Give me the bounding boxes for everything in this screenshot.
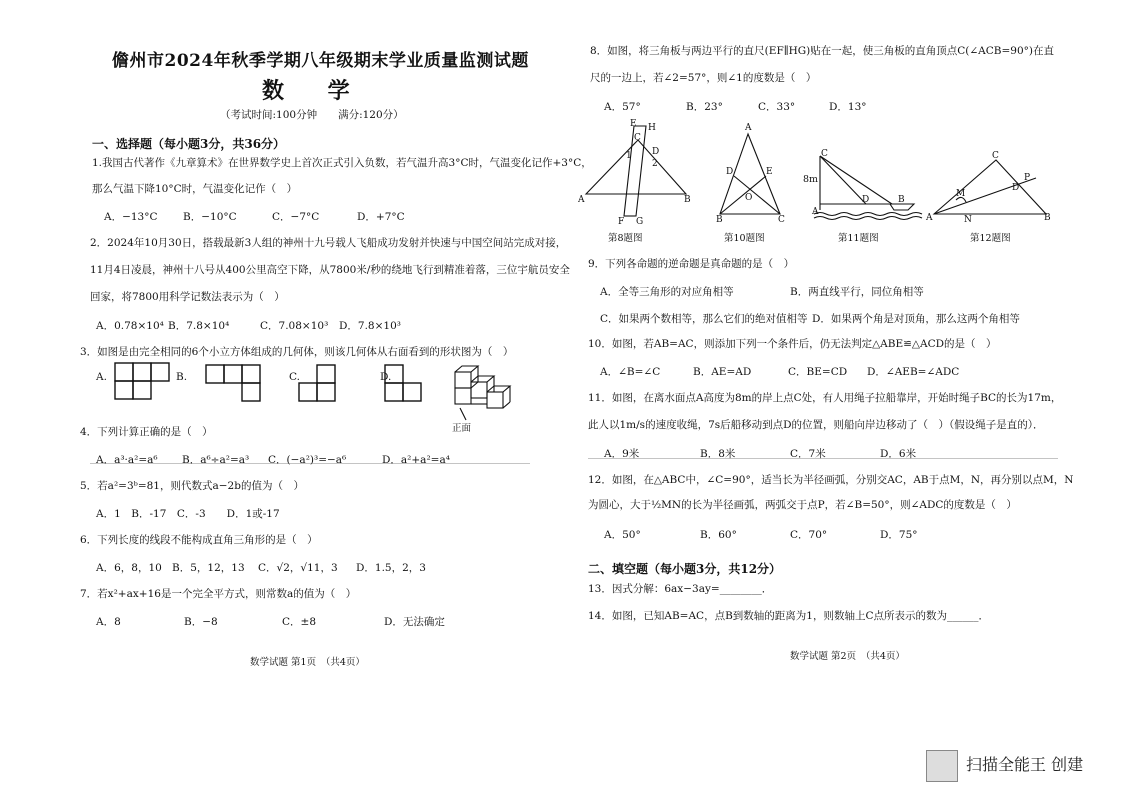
q14-stem: 14．如图，已知AB=AC，点B到数轴的距离为1，则数轴上C点所表示的数为______． xyxy=(588,610,990,622)
q12-option-a: A．50° xyxy=(604,529,641,541)
q10-option-b: B．AE=AD xyxy=(693,366,752,378)
q4-option-a: A．a³·a²=a⁶ xyxy=(96,454,158,466)
svg-text:E: E xyxy=(766,167,773,177)
q9-option-b: B．两直线平行，同位角相等 xyxy=(790,286,924,298)
q2-stem-line2: 11月4日凌晨，神州十八号从400公里高空下降，从7800米/秒的绕地飞行到精准着落，三位宇航员安全 xyxy=(90,264,570,276)
figures-row xyxy=(578,118,1058,226)
q3-front-label: 正面 xyxy=(452,423,472,434)
svg-text:A: A xyxy=(812,207,819,217)
q7-option-c: C．±8 xyxy=(282,616,317,628)
svg-text:C: C xyxy=(634,133,641,143)
q7-option-b: B．−8 xyxy=(184,616,218,628)
q4-option-c: C．(−a²)³=−a⁶ xyxy=(268,454,347,466)
svg-text:B: B xyxy=(684,195,691,205)
q3-option-d-shape xyxy=(385,365,421,401)
q2-option-d: D．7.8×10³ xyxy=(339,320,401,332)
fig12-caption: 第12题图 xyxy=(970,233,1011,244)
svg-text:M: M xyxy=(956,189,966,199)
q9-stem: 9．下列各命题的逆命题是真命题的是（ ） xyxy=(588,258,795,270)
svg-text:C: C xyxy=(821,149,828,159)
q3-label-a: A. xyxy=(96,371,107,383)
svg-text:B: B xyxy=(716,215,723,225)
q3-label-d: D. xyxy=(380,371,392,383)
exam-info: （考试时间:100分钟 满分:120分） xyxy=(220,109,404,121)
q11-option-c: C．7米 xyxy=(790,448,826,460)
q6-option-d: D．1.5，2，3 xyxy=(356,562,426,574)
fig8-ruler-triangle xyxy=(578,119,691,226)
q12-option-b: B．60° xyxy=(700,529,737,541)
q7-option-a: A．8 xyxy=(96,616,121,628)
q3-option-b-shape xyxy=(206,365,260,401)
q10-option-a: A．∠B=∠C xyxy=(600,366,661,378)
exam-title: 儋州市2024年秋季学期八年级期末学业质量监测试题 xyxy=(112,51,529,71)
svg-text:D: D xyxy=(1012,183,1020,193)
q8-option-b: B．23° xyxy=(686,101,723,113)
q9-option-c: C．如果两个数相等，那么它们的绝对值相等 xyxy=(600,313,808,325)
q13-stem: 13．因式分解：6ax−3ay=________． xyxy=(588,583,773,595)
svg-text:C: C xyxy=(778,215,785,225)
svg-text:F: F xyxy=(618,217,625,226)
q10-stem: 10．如图，若AB=AC，则添加下列一个条件后，仍无法判定△ABE≌△ACD的是（ ） xyxy=(588,338,997,350)
q3-solid-figure xyxy=(455,366,510,420)
q1-stem-line2: 那么气温下降10°C时，气温变化记作（ ） xyxy=(92,183,298,195)
fig11-boat-rope xyxy=(811,149,922,220)
q11-option-a: A．9米 xyxy=(604,448,640,460)
svg-text:A: A xyxy=(578,195,585,205)
svg-text:O: O xyxy=(745,193,753,203)
q10-option-c: C．BE=CD xyxy=(788,366,848,378)
q1-option-c: C．−7°C xyxy=(272,211,320,223)
watermark-text: 扫描全能王 创建 xyxy=(966,755,1084,774)
q1-option-b: B．−10°C xyxy=(183,211,237,223)
page2-footer: 数学试题 第2页 （共4页） xyxy=(790,651,905,662)
qr-logo xyxy=(926,750,958,782)
svg-text:A: A xyxy=(745,123,752,133)
svg-text:1: 1 xyxy=(626,151,632,161)
svg-text:B: B xyxy=(1044,213,1051,223)
svg-text:H: H xyxy=(648,123,656,133)
section-choice-heading: 一、选择题（每小题3分，共36分） xyxy=(92,137,286,151)
svg-text:C: C xyxy=(992,151,999,161)
q8-stem-line1: 8．如图，将三角板与两边平行的直尺(EF∥HG)贴在一起，使三角板的直角顶点C(∠ACB=90°)在直 xyxy=(590,45,1054,57)
q12-option-c: C．70° xyxy=(790,529,828,541)
q8-option-c: C．33° xyxy=(758,101,796,113)
q9-option-a: A．全等三角形的对应角相等 xyxy=(600,286,734,298)
q12-option-d: D．75° xyxy=(880,529,918,541)
q11-option-b: B．8米 xyxy=(700,448,736,460)
svg-text:B: B xyxy=(898,195,905,205)
page1-footer: 数学试题 第1页 （共4页） xyxy=(250,657,365,668)
q2-option-c: C．7.08×10³ xyxy=(260,320,329,332)
q7-stem: 7．若x²+ax+16是一个完全平方式，则常数a的值为（ ） xyxy=(80,588,357,600)
q4-option-d: D．a²+a²=a⁴ xyxy=(382,454,450,466)
q3-label-b: B. xyxy=(176,371,188,383)
q10-option-d: D．∠AEB=∠ADC xyxy=(867,366,960,378)
q3-stem: 3．如图是由完全相同的6个小立方体组成的几何体，则该几何体从右面看到的形状图为（ ） xyxy=(80,346,514,358)
q6-option-a: A．6，8，10 xyxy=(96,562,162,574)
q3-option-a-shape xyxy=(115,363,169,399)
q12-stem-line1: 12．如图，在△ABC中，∠C=90°，适当长为半径画弧，分别交AC，AB于点M，N，再分别以点M，N xyxy=(588,474,1074,486)
fig11-height-label: 8m xyxy=(803,174,819,185)
q3-option-c-shape xyxy=(299,365,335,401)
svg-text:D: D xyxy=(652,147,660,157)
section-fill-heading: 二、填空题（每小题3分，共12分） xyxy=(588,562,782,576)
scan-line xyxy=(588,458,1058,459)
scan-line xyxy=(90,463,530,464)
q8-option-d: D．13° xyxy=(829,101,867,113)
q6-stem: 6．下列长度的线段不能构成直角三角形的是（ ） xyxy=(80,534,318,546)
fig12-triangle xyxy=(925,151,1051,225)
q11-option-d: D．6米 xyxy=(880,448,917,460)
q2-stem-line1: 2．2024年10月30日，搭载最新3人组的神州十九号载人飞船成功发射并快速与中国空间站完成对接， xyxy=(90,237,567,249)
q11-stem-line1: 11．如图，在离水面点A高度为8m的岸上点C处，有人用绳子拉船靠岸，开始时绳子BC的长为17m， xyxy=(588,392,1062,404)
q1-option-a: A．−13°C xyxy=(104,211,158,223)
q9-option-d: D．如果两个角是对顶角，那么这两个角相等 xyxy=(812,313,1020,325)
q2-stem-line3: 回家，将7800用科学记数法表示为（ ） xyxy=(90,291,285,303)
svg-text:E: E xyxy=(630,119,637,129)
fig10-triangle xyxy=(716,123,785,225)
q8-option-a: A．57° xyxy=(604,101,641,113)
q11-stem-line2: 此人以1m/s的速度收绳，7s后船移动到点D的位置，则船向岸边移动了（ ）（假设绳子是直的）． xyxy=(588,419,1044,431)
q5-stem: 5．若a²=3ᵇ=81，则代数式a−2b的值为（ ） xyxy=(80,480,304,492)
svg-text:D: D xyxy=(862,195,870,205)
q3-label-c: C. xyxy=(289,371,300,383)
q1-stem-line1: 1.我国古代著作《九章算术》在世界数学史上首次正式引入负数，若气温升高3°C时，气温变化记作+3°C， xyxy=(92,157,592,169)
q4-stem: 4．下列计算正确的是（ ） xyxy=(80,426,213,438)
svg-text:A: A xyxy=(926,213,933,223)
svg-text:N: N xyxy=(964,215,972,225)
subject-title: 数 学 xyxy=(262,78,368,104)
fig8-caption: 第8题图 xyxy=(608,233,643,244)
svg-text:2: 2 xyxy=(652,159,658,169)
svg-text:G: G xyxy=(636,217,644,226)
q6-option-b: B．5，12，13 xyxy=(172,562,245,574)
fig11-caption: 第11题图 xyxy=(838,233,879,244)
q12-stem-line2: 为圆心，大于½MN的长为半径画弧，两弧交于点P，若∠B=50°，则∠ADC的度数是（ ） xyxy=(588,499,1017,511)
q1-option-d: D．+7°C xyxy=(357,211,405,223)
q6-option-c: C．√2，√11，3 xyxy=(258,562,338,574)
q2-option-b: B．7.8×10⁴ xyxy=(168,320,230,332)
q2-option-a: A．0.78×10⁴ xyxy=(96,320,164,332)
q8-stem-line2: 尺的一边上，若∠2=57°，则∠1的度数是（ ） xyxy=(590,72,817,84)
q4-option-b: B．a⁶÷a²=a³ xyxy=(182,454,250,466)
q7-option-d: D．无法确定 xyxy=(384,616,445,628)
svg-text:D: D xyxy=(726,167,734,177)
fig10-caption: 第10题图 xyxy=(724,233,765,244)
q5-options: A．1 B．-17 C．-3 D．1或-17 xyxy=(96,508,280,520)
svg-text:P: P xyxy=(1024,173,1031,183)
